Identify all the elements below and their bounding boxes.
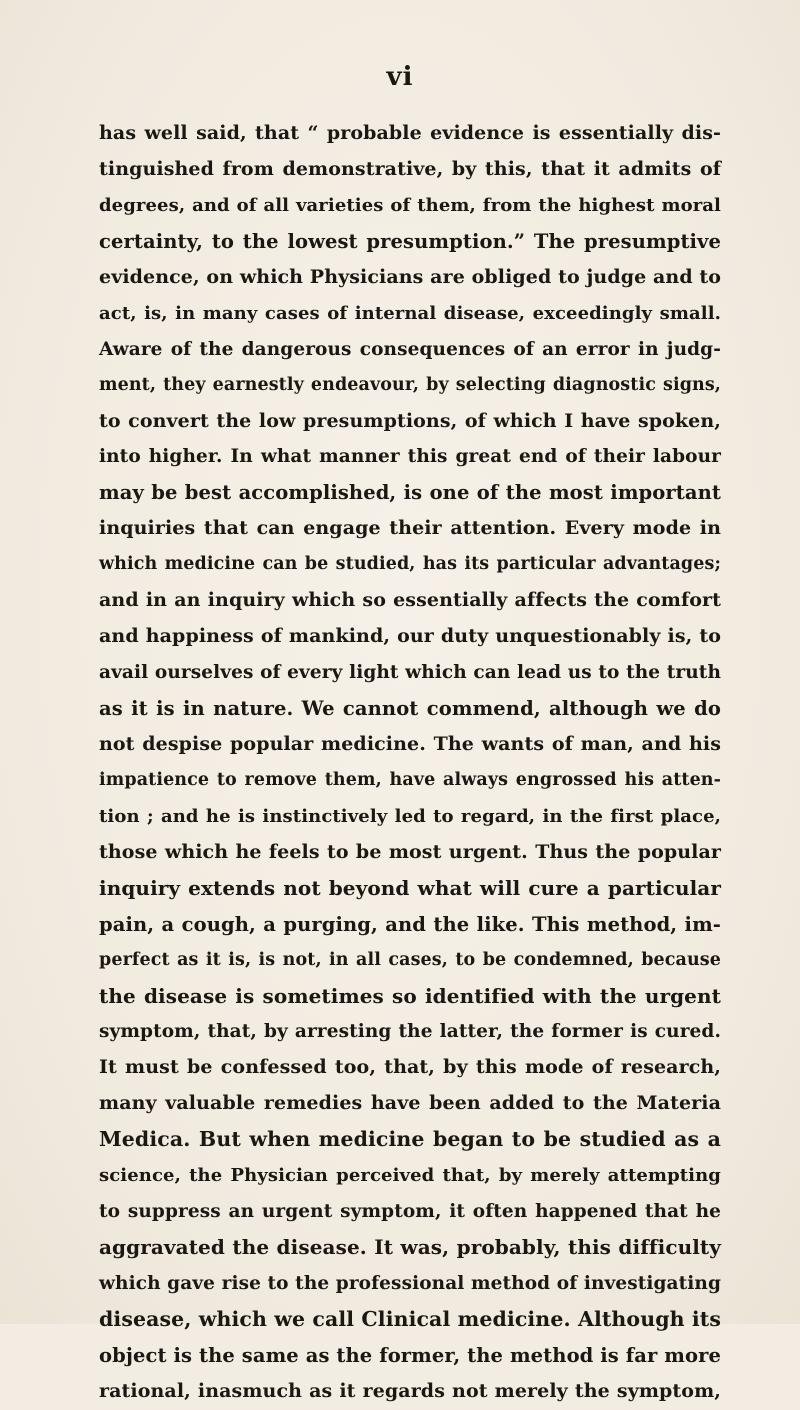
text-line: certainty, to the lowest presumption.” The presumptive [99, 229, 721, 253]
text-line: tion ; and he is instinctively led to regard, in the first place, [99, 805, 721, 827]
text-line: act, is, in many cases of internal disease, exceedingly small. [99, 302, 721, 324]
text-line: Medica. But when medicine began to be studied as a [99, 1127, 721, 1152]
text-line: inquiry extends not beyond what will cure a particular [99, 875, 721, 900]
text-line: into higher. In what manner this great end of their labour [99, 446, 721, 468]
text-line: has well said, that “ probable evidence is essentially dis- [99, 122, 721, 144]
text-line: perfect as it is, is not, in all cases, to be condemned, because [99, 949, 721, 970]
text-line: disease, which we call Clinical medicine. Although its [99, 1306, 721, 1331]
text-line: the disease is sometimes so identified with the urgent [99, 983, 721, 1008]
text-line: rational, inasmuch as it regards not merely the symptom, [99, 1379, 721, 1402]
text-line: not despise popular medicine. The wants of man, and his [99, 732, 721, 755]
text-line: evidence, on which Physicians are obliged to judge and to [99, 265, 722, 288]
text-line: to convert the low presumptions, of which I have spoken, [99, 409, 721, 432]
text-line: and happiness of mankind, our duty unquestionably is, to [99, 625, 721, 648]
text-line: inquiries that can engage their attention. Every mode in [99, 517, 721, 540]
page-number: vi [386, 62, 414, 92]
text-line: ment, they earnestly endeavour, by selecting diagnostic signs, [99, 374, 721, 395]
text-line: It must be confessed too, that, by this mode of research, [99, 1056, 721, 1079]
text-line: as it is in nature. We cannot commend, although we do [99, 697, 721, 720]
text-line: degrees, and of all varieties of them, from the highest moral [99, 194, 721, 216]
text-line: tinguished from demonstrative, by this, that it admits of [99, 157, 721, 180]
text-line: those which he feels to be most urgent. Thus the popular [99, 840, 721, 863]
text-line: and in an inquiry which so essentially affects the comfort [99, 589, 721, 612]
text-line: to suppress an urgent symptom, it often happened that he [99, 1201, 721, 1223]
text-line: Aware of the dangerous consequences of an error in judg- [99, 338, 721, 360]
text-line: avail ourselves of every light which can lead us to the truth [99, 662, 721, 684]
text-line: science, the Physician perceived that, by merely attempting [99, 1165, 721, 1187]
text-line: which gave rise to the professional method of investigating [99, 1273, 721, 1294]
text-line: which medicine can be studied, has its particular advantages; [99, 554, 721, 575]
text-line: symptom, that, by arresting the latter, the former is cured. [99, 1021, 721, 1043]
text-line: many valuable remedies have been added to the Materia [99, 1092, 721, 1115]
body-text [99, 116, 721, 1410]
text-line: pain, a cough, a purging, and the like. This method, im- [99, 912, 721, 936]
text-line: object is the same as the former, the method is far more [99, 1343, 721, 1367]
text-line: impatience to remove them, have always engrossed his atten- [99, 769, 721, 790]
text-line: aggravated the disease. It was, probably, this difficulty [99, 1235, 721, 1260]
text-line: may be best accomplished, is one of the most important [99, 481, 721, 505]
